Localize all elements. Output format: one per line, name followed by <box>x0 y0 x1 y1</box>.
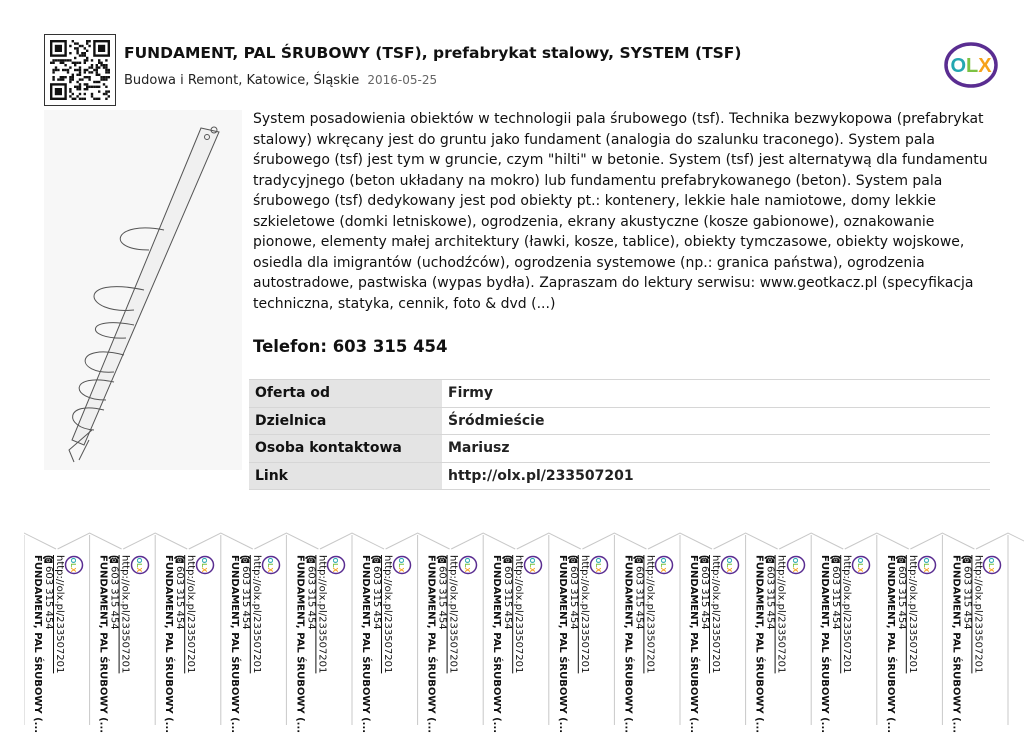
tear-off-link: http://olx.pl/233507201 <box>54 555 65 674</box>
tear-off-phone: ☎603 315 454 <box>108 555 120 630</box>
svg-text:OLX: OLX <box>69 557 76 573</box>
tear-off-link: http://olx.pl/233507201 <box>578 555 590 674</box>
tear-off-text <box>491 555 524 733</box>
tear-off-link: http://olx.pl/233507201 <box>513 555 525 674</box>
svg-text:OLX: OLX <box>987 557 995 573</box>
details-key: Osoba kontaktowa <box>249 435 442 463</box>
tear-off-olx-logo <box>851 555 871 575</box>
tear-off-title: FUNDAMENT, PAL ŚRUBOWY (... <box>32 555 43 733</box>
svg-text:OLX: OLX <box>790 557 798 573</box>
tear-off-title: FUNDAMENT, PAL ŚRUBOWY (... <box>97 555 109 733</box>
tear-off-link: http://olx.pl/233507201 <box>841 555 853 674</box>
phone-line: Telefon: 603 315 454 <box>253 337 448 356</box>
tear-off-olx-logo <box>720 555 740 575</box>
tear-off-olx-logo <box>130 555 150 575</box>
tear-off-phone: ☎603 315 454 <box>436 555 448 630</box>
tear-off-strip[interactable] <box>614 527 680 733</box>
svg-text:OLX: OLX <box>528 557 536 573</box>
tear-off-link: http://olx.pl/233507201 <box>250 555 262 674</box>
tear-off-text <box>98 555 131 733</box>
tear-off-title: FUNDAMENT, PAL ŚRUBOWY (... <box>819 555 831 733</box>
tear-off-link: http://olx.pl/233507201 <box>119 555 131 674</box>
tear-off-strip[interactable] <box>811 527 877 733</box>
tear-off-olx-logo <box>64 555 84 575</box>
svg-text:OLX: OLX <box>200 557 208 573</box>
listing-description: System posadowienia obiektów w technologii pala śrubowego (tsf). Technika bezwykopowa (prefabrykat stalowy) wkręcany jest do gruntu jako fundament (analogia do szalunku traconego). System pala śrubowego (tsf) jest tym w gruncie, czym "hilti" w betonie. System (tsf) jest alternatywą dla fundamentu tradycyjnego (beton układany na mokro) lub fundamentu prefabrykowanego (beton). System pala śrubowego (tsf) dedykowany jest pod obiekty pt.: kontenery, lekkie hale namiotowe, domy lekkie szkieletowe (domki letniskowe), ogrodzenia, ekrany akustyczne (kosze gabionowe), oznakowanie pionowe, elementy małej architektury (ławki, kosze, tablice), obiekty tymczasowe, obiekty wojskowe, osiedla dla imigrantów (uchodźców), ogrodzenia systemowe (np.: granica państwa), ogrodzenia autostradowe, pastwiska (wypas bydła). Zapraszam do lektury serwisu: www.geotkacz.pl (specyfikacja techniczna, statyka, cennik, foto & dvd (...) <box>253 111 988 312</box>
details-row <box>249 380 990 408</box>
tear-off-title: FUNDAMENT, PAL ŚRUBOWY (... <box>228 555 240 733</box>
listing-meta <box>124 73 437 88</box>
tear-off-link: http://olx.pl/233507201 <box>906 555 918 674</box>
tear-off-title: FUNDAMENT, PAL ŚRUBOWY (... <box>556 555 568 733</box>
svg-text:OLX: OLX <box>397 557 404 573</box>
tear-off-olx-logo <box>392 555 412 575</box>
qr-code <box>44 34 116 106</box>
svg-text:OLX: OLX <box>921 557 929 573</box>
tear-off-olx-logo <box>195 555 215 575</box>
tear-off-phone: ☎603 315 454 <box>567 555 579 630</box>
svg-text:OLX: OLX <box>134 557 142 573</box>
tear-off-text <box>819 555 852 733</box>
details-key: Link <box>249 462 442 490</box>
tear-off-title: FUNDAMENT, PAL ŚRUBOWY (... <box>884 555 896 733</box>
tear-off-link: http://olx.pl/233507201 <box>447 555 459 674</box>
tear-off-olx-logo <box>523 555 543 575</box>
svg-text:OLX: OLX <box>462 557 470 573</box>
tear-off-phone: ☎603 315 454 <box>895 555 907 630</box>
olx-logo <box>942 39 1000 91</box>
svg-text:OLX: OLX <box>593 557 601 573</box>
tear-off-link: http://olx.pl/233507201 <box>775 555 787 674</box>
tear-off-title: FUNDAMENT, PAL ŚRUBOWY (... <box>425 555 437 733</box>
tear-off-title: FUNDAMENT, PAL ŚRUBOWY (... <box>622 555 634 733</box>
tear-off-strip[interactable] <box>221 527 287 733</box>
tear-off-title: FUNDAMENT, PAL ŚRUBOWY (... <box>688 555 699 733</box>
svg-text:OLX: OLX <box>725 557 732 573</box>
tear-off-olx-logo <box>786 555 806 575</box>
tear-off-phone: ☎603 315 454 <box>174 555 186 630</box>
tear-off-text <box>754 555 787 733</box>
tear-off-title: FUNDAMENT, PAL ŚRUBOWY (... <box>950 555 962 733</box>
details-value[interactable]: http://olx.pl/233507201 <box>442 462 990 490</box>
tear-off-text <box>885 555 918 733</box>
details-value: Śródmieście <box>442 407 990 435</box>
svg-text:OLX: OLX <box>856 557 864 573</box>
tear-off-strip[interactable] <box>155 527 221 733</box>
listing-date: 2016-05-25 <box>367 73 438 87</box>
tear-off-phone: ☎603 315 454 <box>961 555 973 630</box>
tear-off-strip[interactable] <box>90 527 156 733</box>
tear-off-strip[interactable] <box>286 527 352 733</box>
tear-off-strip[interactable] <box>746 527 812 733</box>
tear-off-text <box>294 555 327 733</box>
tear-off-strip[interactable] <box>680 527 746 733</box>
tear-off-text <box>688 555 721 733</box>
product-photo <box>44 110 242 470</box>
details-table <box>249 379 990 490</box>
tear-off-link: http://olx.pl/233507201 <box>185 555 197 674</box>
tear-off-title: FUNDAMENT, PAL ŚRUBOWY (... <box>294 555 306 733</box>
tear-off-strip[interactable] <box>483 527 549 733</box>
tear-off-phone: ☎603 315 454 <box>239 555 251 630</box>
tear-off-phone: ☎603 315 454 <box>43 555 54 630</box>
tear-off-text <box>163 555 196 733</box>
tear-off-strip[interactable] <box>942 527 1008 733</box>
details-value: Mariusz <box>442 435 990 463</box>
tear-off-strips <box>24 527 1024 733</box>
tear-off-phone: ☎603 315 454 <box>830 555 842 630</box>
svg-text:OLX: OLX <box>659 557 667 573</box>
details-key: Oferta od <box>249 380 442 408</box>
listing-title: FUNDAMENT, PAL ŚRUBOWY (TSF), prefabrykat stalowy, SYSTEM (TSF) <box>124 44 742 62</box>
svg-text:OLX: OLX <box>950 55 992 77</box>
tear-off-olx-logo <box>917 555 937 575</box>
tear-off-title: FUNDAMENT, PAL ŚRUBOWY (... <box>491 555 503 733</box>
details-key: Dzielnica <box>249 407 442 435</box>
tear-off-strip[interactable] <box>418 527 484 733</box>
tear-off-phone: ☎603 315 454 <box>764 555 776 630</box>
details-row <box>249 435 990 463</box>
tear-off-title: FUNDAMENT, PAL ŚRUBOWY (... <box>360 555 371 733</box>
tear-off-text <box>360 555 393 733</box>
tear-off-text <box>622 555 655 733</box>
tear-off-olx-logo <box>261 555 281 575</box>
details-value: Firmy <box>442 380 990 408</box>
tear-off-link: http://olx.pl/233507201 <box>710 555 721 674</box>
tear-off-link: http://olx.pl/233507201 <box>382 555 393 674</box>
tear-off-strip[interactable] <box>549 527 615 733</box>
tear-off-phone: ☎603 315 454 <box>699 555 710 630</box>
tear-off-phone: ☎603 315 454 <box>305 555 317 630</box>
tear-off-text <box>229 555 262 733</box>
tear-off-text <box>557 555 590 733</box>
tear-off-olx-logo <box>458 555 478 575</box>
tear-off-title: FUNDAMENT, PAL ŚRUBOWY (... <box>753 555 765 733</box>
tear-off-olx-logo <box>654 555 674 575</box>
tear-off-text <box>950 555 983 733</box>
tear-off-olx-logo <box>589 555 609 575</box>
tear-off-phone: ☎603 315 454 <box>502 555 514 630</box>
details-row <box>249 407 990 435</box>
tear-off-link: http://olx.pl/233507201 <box>644 555 656 674</box>
svg-text:OLX: OLX <box>265 557 273 573</box>
tear-off-text <box>32 555 65 733</box>
tear-off-strip[interactable] <box>877 527 943 733</box>
listing-location: Budowa i Remont, Katowice, Śląskie <box>124 73 360 88</box>
tear-off-link: http://olx.pl/233507201 <box>316 555 328 674</box>
tear-off-strip[interactable] <box>352 527 418 733</box>
details-row <box>249 462 990 490</box>
tear-off-olx-logo <box>982 555 1002 575</box>
tear-off-title: FUNDAMENT, PAL ŚRUBOWY (... <box>163 555 175 733</box>
tear-off-phone: ☎603 315 454 <box>633 555 645 630</box>
tear-off-link: http://olx.pl/233507201 <box>972 555 984 674</box>
tear-off-strip[interactable] <box>24 527 90 733</box>
svg-text:OLX: OLX <box>331 557 339 573</box>
tear-off-text <box>426 555 459 733</box>
tear-off-phone: ☎603 315 454 <box>371 555 382 630</box>
tear-off-olx-logo <box>326 555 346 575</box>
